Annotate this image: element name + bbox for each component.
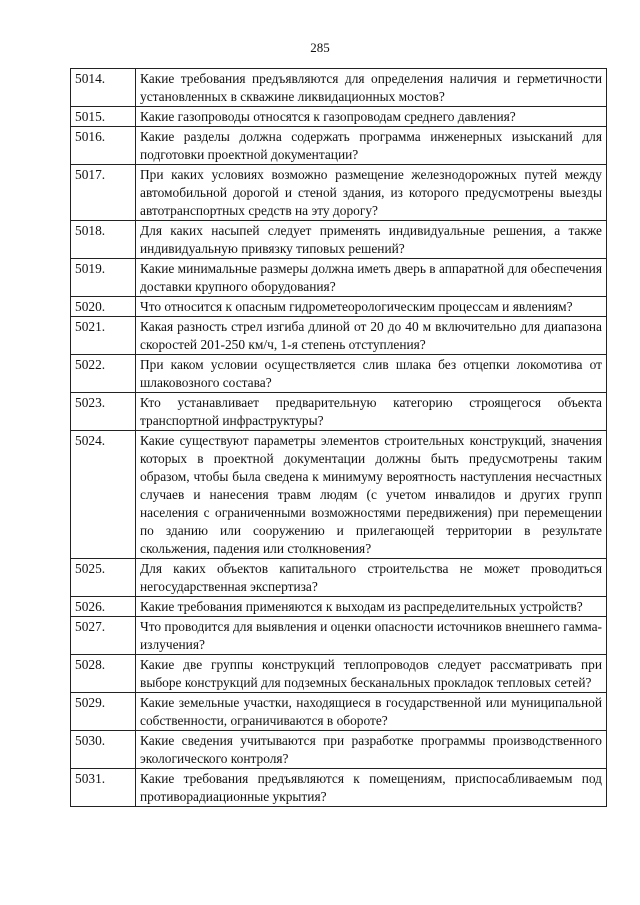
table-row [71, 431, 607, 559]
questions-table [70, 68, 607, 807]
table-row [71, 655, 607, 693]
table-row [71, 69, 607, 107]
question-text: Какая разность стрел изгиба длиной от 20 до 40 м включительно для диапазона скоростей 201-250 км/ч, 1-я степень отступления? [136, 317, 607, 355]
table-row [71, 355, 607, 393]
question-text: При каких условиях возможно размещение железнодорожных путей между автомобильной дорогой и стеной здания, из которого предусмотрены выезды автотранспортных средств на эту дорогу? [136, 165, 607, 221]
question-number: 5026. [71, 597, 136, 617]
question-number: 5018. [71, 221, 136, 259]
question-text: Какие сведения учитываются при разработке программы производственного экологического контроля? [136, 731, 607, 769]
question-text: Какие газопроводы относятся к газопроводам среднего давления? [136, 107, 607, 127]
table-row [71, 127, 607, 165]
question-text: Кто устанавливает предварительную категорию строящегося объекта транспортной инфраструктуры? [136, 393, 607, 431]
question-number: 5019. [71, 259, 136, 297]
question-number: 5024. [71, 431, 136, 559]
table-row [71, 617, 607, 655]
table-row [71, 107, 607, 127]
question-text: Какие две группы конструкций теплопроводов следует рассматривать при выборе конструкций для подземных бесканальных прокладок тепловых сетей? [136, 655, 607, 693]
question-text: Какие земельные участки, находящиеся в государственной или муниципальной собственности, ограничиваются в обороте? [136, 693, 607, 731]
question-number: 5021. [71, 317, 136, 355]
table-row [71, 731, 607, 769]
table-row [71, 165, 607, 221]
question-number: 5031. [71, 769, 136, 807]
question-number: 5029. [71, 693, 136, 731]
question-number: 5016. [71, 127, 136, 165]
table-row [71, 597, 607, 617]
table-row [71, 769, 607, 807]
table-row [71, 259, 607, 297]
table-row [71, 559, 607, 597]
question-text: Какие существуют параметры элементов строительных конструкций, значения которых в проектной документации должны быть предусмотрены таким образом, чтобы была сведена к минимуму вероятность наступления несчастных случаев и нанесения травм людям (с учетом инвалидов и других групп населения с ограниченными возможностями передвижения) при перемещении по зданию или сооружению и прилегающей территории в результате скольжения, падения или столкновения? [136, 431, 607, 559]
page-number: 285 [310, 40, 330, 55]
table-row [71, 693, 607, 731]
question-text: Какие разделы должна содержать программа инженерных изысканий для подготовки проектной документации? [136, 127, 607, 165]
question-number: 5028. [71, 655, 136, 693]
table-row [71, 317, 607, 355]
table-row [71, 393, 607, 431]
question-number: 5022. [71, 355, 136, 393]
question-text: Что проводится для выявления и оценки опасности источников внешнего гамма-излучения? [136, 617, 607, 655]
question-text: При каком условии осуществляется слив шлака без отцепки локомотива от шлаковозного состава? [136, 355, 607, 393]
question-text: Какие минимальные размеры должна иметь дверь в аппаратной для обеспечения доставки крупного оборудования? [136, 259, 607, 297]
table-row [71, 297, 607, 317]
question-text: Какие требования предъявляются к помещениям, приспосабливаемым под противорадиационные укрытия? [136, 769, 607, 807]
question-number: 5025. [71, 559, 136, 597]
question-number: 5023. [71, 393, 136, 431]
table-row [71, 221, 607, 259]
question-text: Какие требования предъявляются для определения наличия и герметичности установленных в скважине ликвидационных мостов? [136, 69, 607, 107]
question-number: 5027. [71, 617, 136, 655]
question-number: 5017. [71, 165, 136, 221]
question-number: 5030. [71, 731, 136, 769]
question-text: Для каких насыпей следует применять индивидуальные решения, а также индивидуальную привязку типовых решений? [136, 221, 607, 259]
question-number: 5014. [71, 69, 136, 107]
question-number: 5015. [71, 107, 136, 127]
question-text: Какие требования применяются к выходам из распределительных устройств? [136, 597, 607, 617]
question-text: Для каких объектов капитального строительства не может проводиться негосударственная экспертиза? [136, 559, 607, 597]
question-text: Что относится к опасным гидрометеорологическим процессам и явлениям? [136, 297, 607, 317]
question-number: 5020. [71, 297, 136, 317]
